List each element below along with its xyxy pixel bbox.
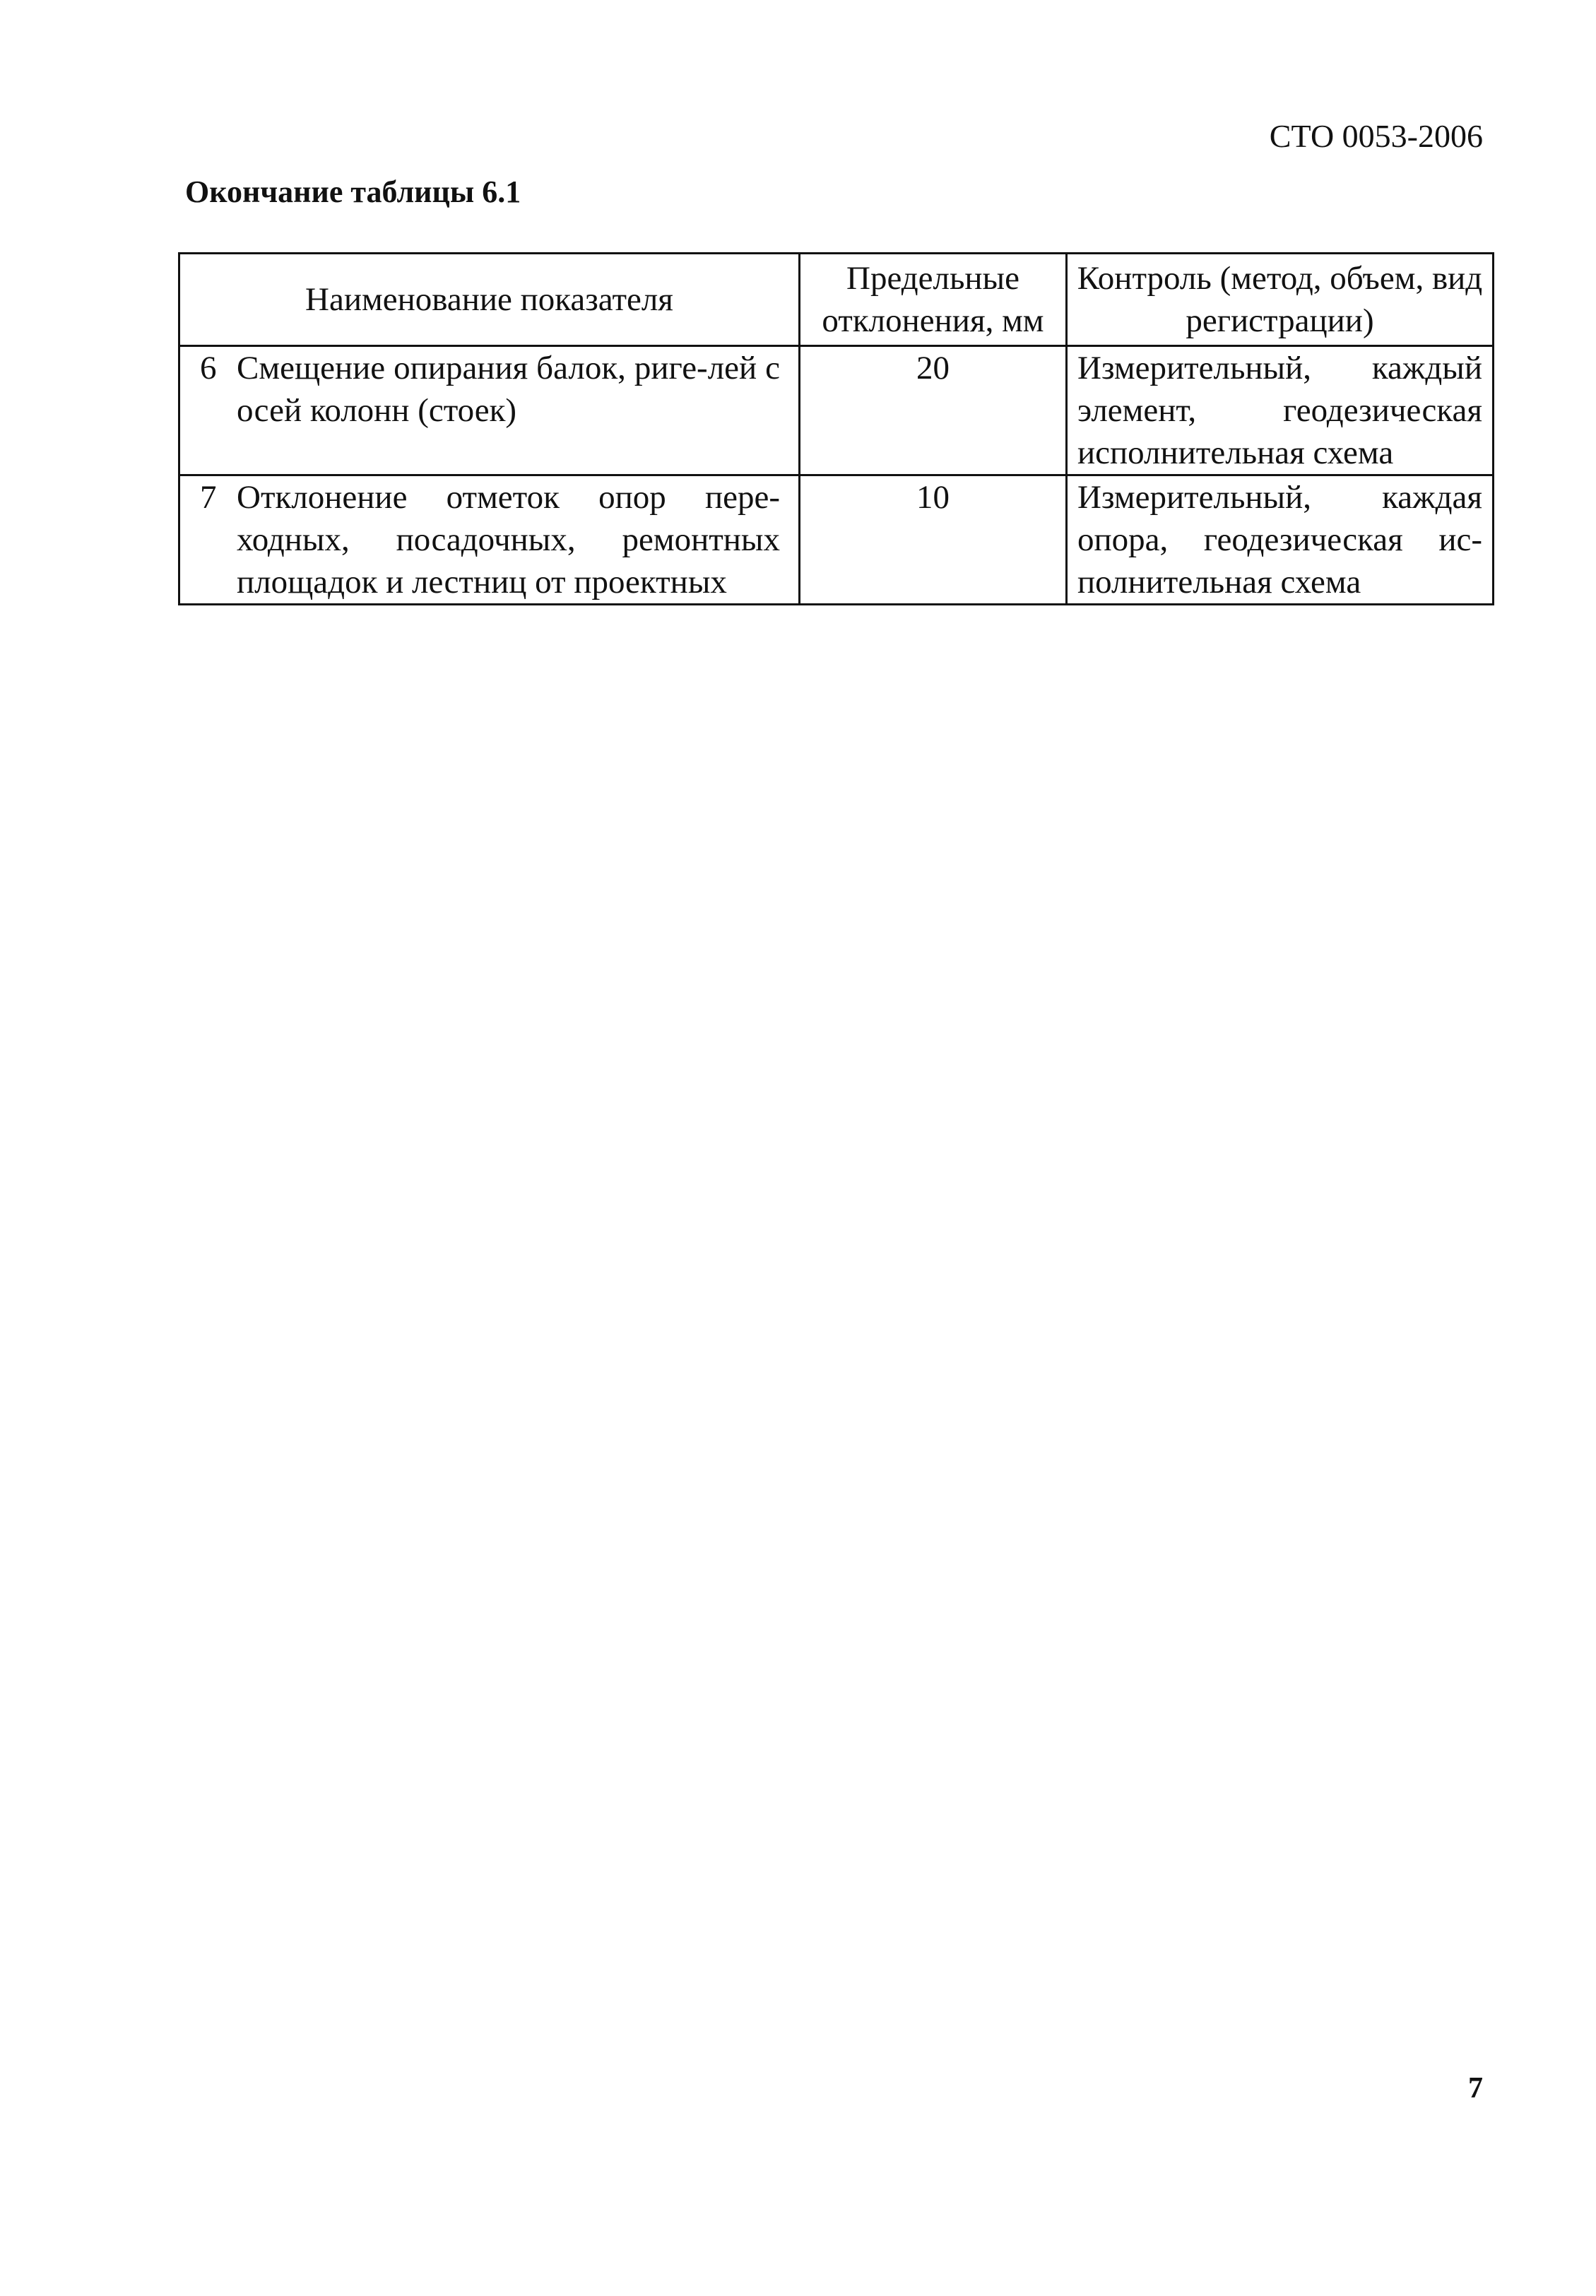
indicator-name: Смещение опирания балок, риге-лей с осей колонн (стоек): [237, 350, 780, 429]
table-row: [179, 346, 1494, 475]
column-header-name: Наименование показателя: [179, 254, 800, 346]
name-cell: [179, 346, 800, 475]
table-caption: Окончание таблицы 6.1: [185, 174, 521, 209]
name-cell: [179, 475, 800, 605]
table-row: [179, 475, 1494, 605]
column-header-deviation: Предельные отклонения, мм: [800, 254, 1067, 346]
row-number: 7: [200, 479, 217, 516]
control-method: Измерительный, каждый элемент, геодезическая исполнительная схема: [1067, 346, 1494, 475]
table-header-row: [179, 254, 1494, 346]
deviation-value: 20: [800, 346, 1067, 475]
indicator-name: Отклонение отметок опор пере-ходных, посадочных, ремонтных площадок и лестниц от проектных: [237, 479, 780, 600]
specification-table: [178, 252, 1494, 605]
row-number: 6: [200, 350, 217, 386]
page-number: 7: [1468, 2072, 1483, 2105]
deviation-value: 10: [800, 475, 1067, 605]
document-code: СТО 0053-2006: [1269, 118, 1483, 154]
control-method: Измерительный, каждая опора, геодезическая ис-полнительная схема: [1067, 475, 1494, 605]
column-header-control: Контроль (метод, объем, вид регистрации): [1067, 254, 1494, 346]
